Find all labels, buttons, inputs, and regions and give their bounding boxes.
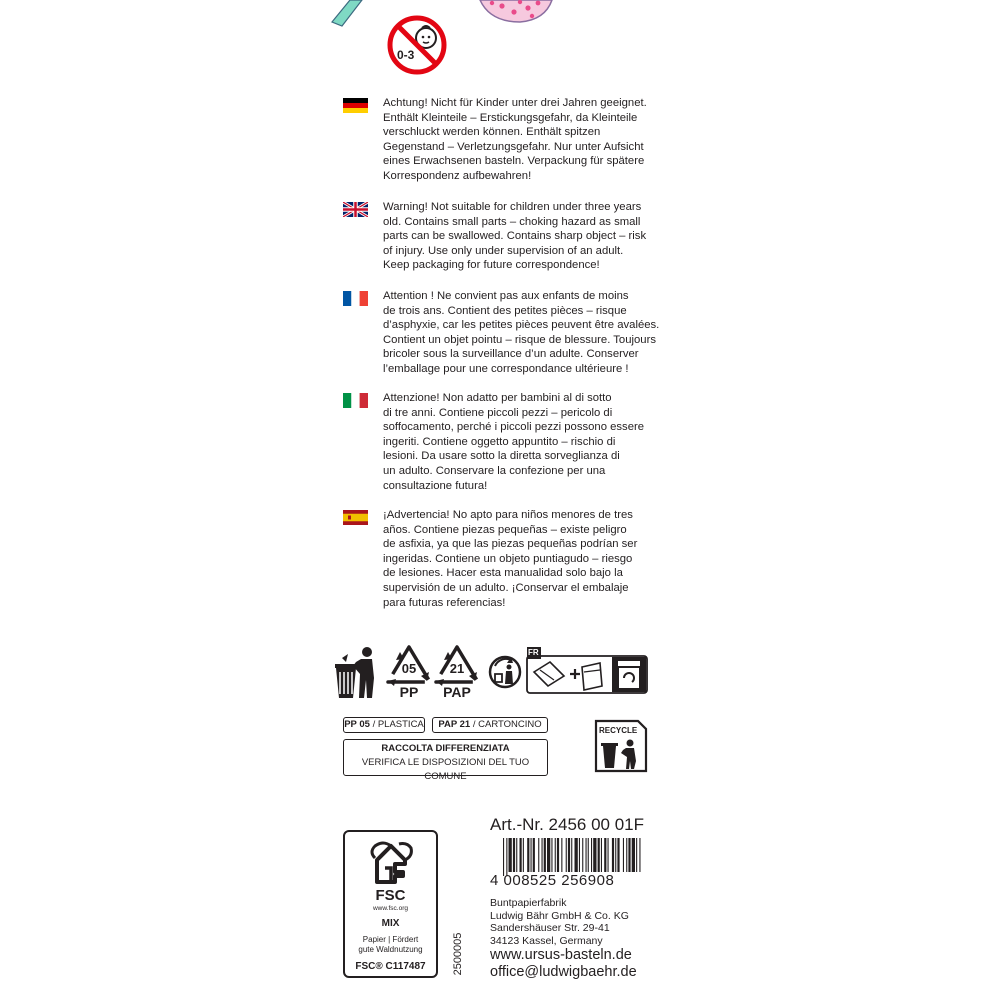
label-pap-cartoncino: [432, 717, 548, 733]
triman-icon: [487, 654, 523, 690]
barcode-bar: [516, 838, 517, 872]
france-flag-icon: [343, 291, 368, 306]
barcode-bar: [566, 838, 567, 872]
barcode-digits: 4 008525 256908: [490, 872, 615, 889]
pp-recycling-icon: [384, 644, 434, 702]
barcode-bar: [579, 838, 580, 872]
barcode-bar: [520, 838, 522, 872]
barcode-bar: [582, 838, 583, 872]
label-pp-plastica: [343, 717, 425, 733]
recycle-bin-icon: [594, 719, 648, 773]
barcode-bar: [571, 838, 572, 872]
barcode-bar: [523, 838, 524, 872]
warning-text-en: Warning! Not suitable for children under three years old. Contains small parts – choking hazard as small parts can be swallowed. Contains sharp object – risk of injury. Use only under supervision of an adult. Keep packaging for future correspondence!: [383, 201, 647, 272]
warning-text-it: Attenzione! Non adatto per bambini al di sotto di tre anni. Contiene piccoli pezzi – pericolo di soffocamento, perché i piccoli pezzi possono essere ingeriti. Contiene oggetto appuntito – rischio di lesioni. Da usare sotto la diretta sorveglianza di un adulto. Conservare la confezione per una consultazione futura!: [383, 392, 645, 492]
barcode-bar: [604, 838, 606, 872]
barcode-bar: [593, 838, 596, 872]
pp-code: PP: [399, 684, 419, 700]
pap-number: 21: [449, 661, 465, 676]
sorting-info-icon: [526, 646, 648, 694]
barcode-bar: [601, 838, 602, 872]
barcode-bar: [551, 838, 552, 872]
italy-flag-icon: [343, 393, 368, 408]
barcode: [503, 838, 643, 876]
fr-label: FR: [528, 648, 539, 657]
fsc-license: FSC® C117487: [355, 961, 426, 972]
barcode-bar: [586, 838, 587, 872]
label-pp-code: PP 05: [344, 719, 370, 730]
warning-text-fr: Attention ! Ne convient pas aux enfants de moins de trois ans. Contient des petites pièces – risque d’asphyxie, car les petites pièces peuvent être avalées. Contient un objet pointu – risque de blessure. Toujours bricoler sous la surveillance d’un adulte. Conserver l’emballage pour une correspondance ultérieure !: [383, 290, 660, 375]
barcode-bar: [557, 838, 559, 872]
barcode-bar: [612, 838, 614, 872]
label-pap-material: / CARTONCINO: [472, 719, 542, 730]
raccolta-differenziata-box: [343, 739, 548, 782]
barcode-bar: [544, 838, 546, 872]
warning-text-es: ¡Advertencia! No apto para niños menores de tres años. Contiene piezas pequeñas – existe peligro de asfixia, ya que las piezas pequeñas podrían ser ingeridas. Contiene un objeto puntiagudo – riesgo de lesiones. Hacer esta manualidad solo bajo la supervisión de un adulto. ¡Conservar el embalaje para futuras referencias!: [383, 509, 638, 609]
barcode-bar: [533, 838, 535, 872]
recycle-label: RECYCLE: [599, 726, 638, 735]
fsc-mix: MIX: [381, 918, 400, 929]
label-pp-material: / PLASTICA: [372, 719, 424, 730]
company-address: Buntpapierfabrik Ludwig Bähr GmbH & Co. KG Sandershäuser Str. 29-41 34123 Kassel, Germany: [490, 897, 629, 947]
age-warning-icon: [386, 14, 448, 76]
barcode-bar: [561, 838, 562, 872]
barcode-bar: [568, 838, 570, 872]
side-code: 2500005: [452, 932, 464, 976]
spain-flag-icon: [343, 510, 368, 525]
article-number: Art.-Nr. 2456 00 01F: [490, 815, 645, 834]
label-pap-code: PAP 21: [438, 719, 471, 730]
pap-code: PAP: [443, 684, 471, 700]
fsc-label: [343, 830, 438, 978]
barcode-bar: [506, 838, 507, 876]
tidyman-icon: [334, 644, 378, 700]
age-label: 0-3: [397, 48, 415, 62]
germany-flag-icon: [343, 98, 368, 113]
barcode-bar: [608, 838, 609, 872]
company-website: www.ursus-basteln.de: [490, 947, 632, 963]
fsc-brand: FSC: [375, 887, 406, 904]
barcode-bar: [555, 838, 556, 872]
barcode-bar: [591, 838, 592, 872]
pp-number: 05: [401, 661, 417, 676]
uk-flag-icon: [343, 202, 368, 217]
barcode-bar: [538, 838, 539, 872]
barcode-bar: [531, 838, 532, 872]
barcode-bar: [626, 838, 627, 872]
warning-text-de: Achtung! Nicht für Kinder unter drei Jahren geeignet. Enthält Kleinteile – Erstickungsgefahr, da Kleinteile verschluckt werden können. Enthält spitzen Gegenstand – Verletzungsgefahr. Nur unter Aufsicht eines Erwachsenen basteln. Verpackung für spätere Korrespondenz aufbewahren!: [383, 97, 647, 182]
fsc-claim: Papier | Fördert gute Waldnutzung: [358, 935, 423, 954]
barcode-bar: [527, 838, 529, 872]
barcode-bar: [575, 838, 578, 872]
barcode-bar: [632, 838, 635, 872]
barcode-bar: [542, 838, 543, 872]
barcode-bar: [588, 838, 589, 872]
barcode-bar: [615, 838, 616, 872]
barcode-bar: [636, 838, 637, 872]
fsc-tree-icon: [365, 838, 417, 888]
barcode-bar: [639, 838, 640, 872]
raccolta-line2: VERIFICA LE DISPOSIZIONI DEL TUO COMUNE: [361, 757, 530, 782]
barcode-bar: [598, 838, 600, 872]
pap-recycling-icon: [432, 644, 482, 702]
barcode-bar: [547, 838, 550, 872]
fsc-url: www.fsc.org: [372, 905, 409, 912]
raccolta-line1: RACCOLTA DIFFERENZIATA: [381, 743, 510, 754]
barcode-bar: [509, 838, 512, 872]
barcode-bar: [513, 838, 515, 872]
barcode-bar: [628, 838, 630, 872]
barcode-bar: [617, 838, 619, 872]
company-email: office@ludwigbaehr.de: [490, 964, 637, 980]
barcode-bar: [623, 838, 624, 872]
barcode-bar: [503, 838, 504, 876]
